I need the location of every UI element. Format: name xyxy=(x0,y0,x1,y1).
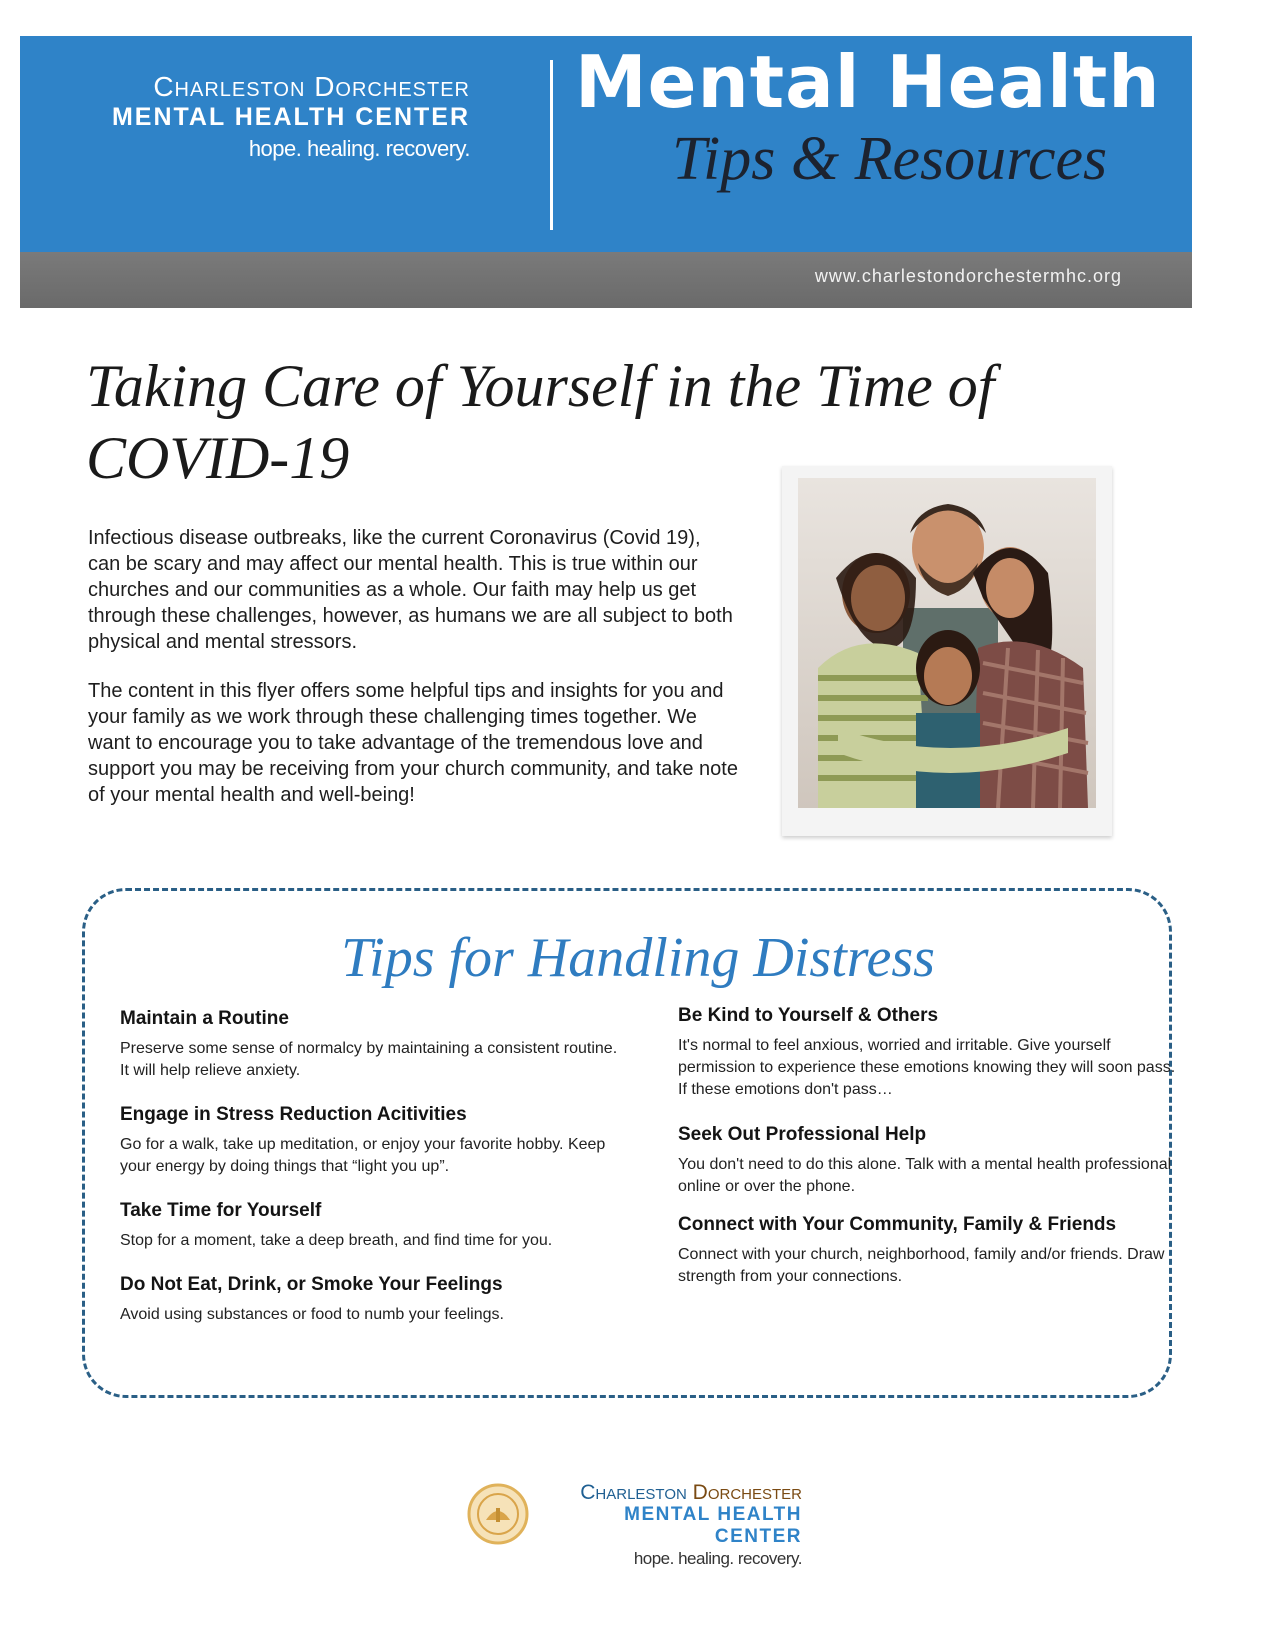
tip-heading: Be Kind to Yourself & Others xyxy=(678,1005,939,1026)
header-divider xyxy=(550,60,553,230)
footer-org-line2: MENTAL HEALTH CENTER xyxy=(624,1504,802,1547)
tip-do-not-eat xyxy=(120,1274,620,1326)
seal-logo-icon xyxy=(466,1482,530,1546)
banner-title: Mental Health xyxy=(575,40,1161,124)
tip-be-kind xyxy=(678,1005,1178,1101)
tip-heading: Do Not Eat, Drink, or Smoke Your Feelings xyxy=(120,1274,503,1295)
tip-professional-help xyxy=(678,1124,1178,1198)
tip-body: It's normal to feel anxious, worried and irritable. Give yourself permission to experience these emotions knowing they will soon pass. If these emotions don't pass… xyxy=(678,1037,1176,1098)
tip-stress-reduction xyxy=(120,1104,620,1178)
org-logo xyxy=(60,72,470,164)
page-title: Taking Care of Yourself in the Time of COVID-19 xyxy=(86,353,995,491)
website-url[interactable]: www.charlestondorchestermhc.org xyxy=(814,266,1122,286)
tip-heading: Take Time for Yourself xyxy=(120,1200,322,1221)
tip-body: Connect with your church, neighborhood, family and/or friends. Draw strength from your connections. xyxy=(678,1246,1165,1285)
tip-heading: Seek Out Professional Help xyxy=(678,1124,927,1145)
intro-paragraph-2: The content in this flyer offers some helpful tips and insights for you and your family as we work through these challenging times together. We want to encourage you to take advantage of the tremendous love and support you may be receiving from your church community, and take note of your mental health and well-being! xyxy=(88,680,738,806)
family-photo-illustration xyxy=(798,478,1096,808)
tip-body: Preserve some sense of normalcy by maintaining a consistent routine. It will help relieve anxiety. xyxy=(120,1040,618,1079)
tip-body: You don't need to do this alone. Talk with a mental health professional online or over the phone. xyxy=(678,1156,1172,1195)
tip-heading: Maintain a Routine xyxy=(120,1008,289,1029)
footer-tagline: hope. healing. recovery. xyxy=(633,1549,802,1568)
website-bar xyxy=(20,252,1192,308)
banner-subtitle: Tips & Resources xyxy=(672,125,1108,193)
tip-time-for-yourself xyxy=(120,1200,620,1252)
tip-maintain-routine xyxy=(120,1008,620,1082)
tip-body: Avoid using substances or food to numb your feelings. xyxy=(120,1306,504,1323)
tip-heading: Connect with Your Community, Family & Friends xyxy=(678,1214,1117,1235)
org-tagline: hope. healing. recovery. xyxy=(248,136,470,161)
tip-body: Go for a walk, take up meditation, or enjoy your favorite hobby. Keep your energy by doing things that “light you up”. xyxy=(120,1136,606,1175)
tip-heading: Engage in Stress Reduction Acitivities xyxy=(120,1104,467,1125)
footer-logo xyxy=(534,1482,802,1570)
family-photo xyxy=(782,466,1112,836)
org-name-line2: MENTAL HEALTH CENTER xyxy=(111,103,470,131)
org-name-line1: Charleston Dorchester xyxy=(153,71,470,102)
tip-connect-community xyxy=(678,1214,1178,1288)
intro-paragraph-1: Infectious disease outbreaks, like the current Coronavirus (Covid 19), can be scary and may affect our mental health. This is true within our churches and our communities as a whole. Our faith may help us get through these challenges, however, as humans we are all subject to both physical and mental stressors. xyxy=(88,527,733,653)
tip-body: Stop for a moment, take a deep breath, and find time for you. xyxy=(120,1232,553,1249)
footer-org-line1: Charleston Dorchester xyxy=(580,1481,802,1504)
tips-title: Tips for Handling Distress xyxy=(341,927,935,989)
